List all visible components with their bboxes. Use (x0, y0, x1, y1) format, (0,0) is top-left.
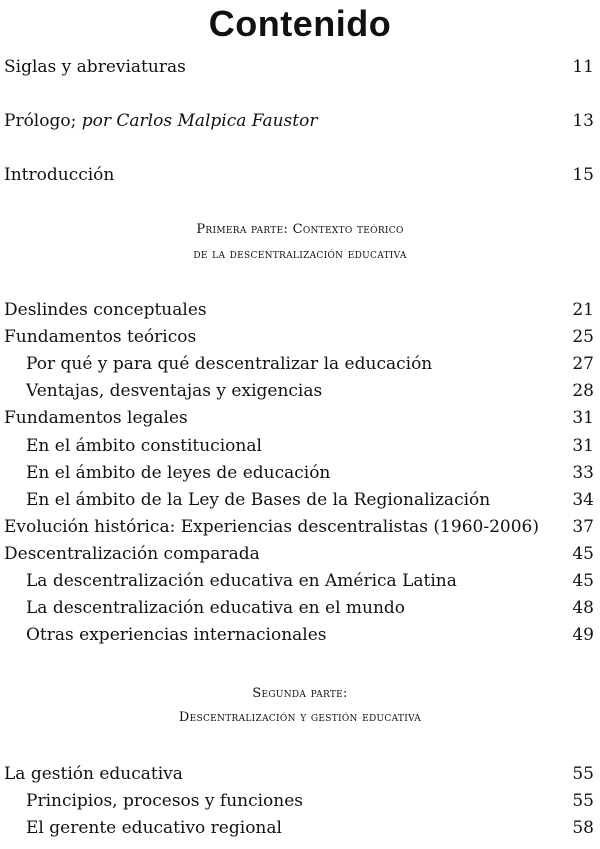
toc-entry-introduccion[interactable] (4, 162, 594, 188)
toc-entry-page: 25 (572, 327, 594, 348)
toc-entry-siglas[interactable] (4, 54, 594, 80)
toc-entry[interactable] (26, 433, 594, 459)
toc-entry-page: 15 (572, 165, 594, 185)
toc-entry-page: 28 (572, 381, 594, 402)
toc-entry[interactable] (26, 622, 594, 648)
toc-entry-page: 31 (572, 435, 594, 456)
toc-entry-label (4, 108, 317, 134)
toc-entry[interactable] (4, 297, 594, 323)
toc-entry-label: En el ámbito constitucional (26, 435, 262, 456)
prologo-author: por Carlos Malpica Faustor (81, 111, 318, 131)
page-title: Contenido (208, 3, 392, 44)
toc-entry-label: Evolución histórica: Experiencias descentralistas (1960-2006) (4, 516, 539, 537)
toc-entry[interactable] (26, 460, 594, 486)
toc-entry[interactable] (26, 351, 594, 377)
toc-entry[interactable] (4, 761, 594, 787)
toc-entry-label: La gestión educativa (4, 764, 183, 784)
part-two-heading-line1: Segunda parte: (252, 686, 348, 701)
prologo-label: Prólogo; (4, 111, 77, 131)
toc-entry[interactable] (4, 405, 594, 431)
toc-entry-label: Principios, procesos y funciones (26, 791, 304, 811)
toc-entry-page: 21 (572, 300, 594, 320)
toc-entry-label: Fundamentos legales (4, 408, 188, 429)
toc-entry[interactable] (26, 487, 594, 513)
toc-entry-label: Siglas y abreviaturas (4, 57, 186, 77)
toc-entry[interactable] (26, 595, 594, 621)
toc-entry[interactable] (26, 568, 594, 594)
toc-entry-page: 45 (572, 571, 594, 591)
toc-entry-page: 55 (572, 764, 594, 784)
toc-entry-page: 45 (572, 543, 594, 564)
part-one-heading-line1: Primera parte: Contexto teórico (196, 222, 404, 237)
toc-entry-label: Por qué y para qué descentralizar la educación (26, 354, 433, 375)
toc-entry-page: 31 (572, 408, 594, 429)
toc-entry-page: 58 (572, 818, 594, 838)
toc-entry-label: Descentralización comparada (4, 543, 260, 564)
toc-entry[interactable] (26, 788, 594, 814)
toc-entry-label: La descentralización educativa en el mundo (26, 598, 406, 619)
toc-entry-page: 27 (572, 354, 594, 375)
toc-entry-page: 33 (572, 462, 594, 483)
toc-entry-page: 37 (572, 516, 594, 537)
part-two-heading-line2: Descentralización y gestión educativa (178, 710, 422, 725)
toc-entry-label: Fundamentos teóricos (4, 327, 197, 348)
toc-entry-label: Deslindes conceptuales (4, 300, 207, 320)
toc-entry[interactable] (26, 378, 594, 404)
toc-entry-page: 48 (572, 598, 594, 619)
toc-entry-label: Otras experiencias internacionales (26, 625, 327, 646)
toc-entry-label: Ventajas, desventajas y exigencias (26, 381, 323, 402)
toc-entry-label: La descentralización educativa en América Latina (26, 571, 457, 591)
toc-entry-page: 11 (572, 57, 594, 77)
toc-entry[interactable] (26, 815, 594, 841)
toc-entry-label: El gerente educativo regional (26, 818, 282, 838)
toc-entry-page: 13 (572, 111, 594, 131)
toc-entry-page: 55 (572, 791, 594, 811)
toc-entry[interactable] (4, 514, 594, 540)
toc-entry-label: Introducción (4, 165, 115, 185)
toc-entry[interactable] (4, 324, 594, 350)
toc-entry-page: 34 (572, 489, 594, 510)
part-one-heading-line2: de la descentralización educativa (193, 247, 407, 262)
toc-entry-prologo[interactable] (4, 108, 594, 134)
toc-entry-page: 49 (572, 625, 594, 646)
toc-entry[interactable] (4, 541, 594, 567)
toc-entry-label: En el ámbito de leyes de educación (26, 462, 331, 483)
toc-entry-label: En el ámbito de la Ley de Bases de la Regionalización (26, 489, 491, 510)
